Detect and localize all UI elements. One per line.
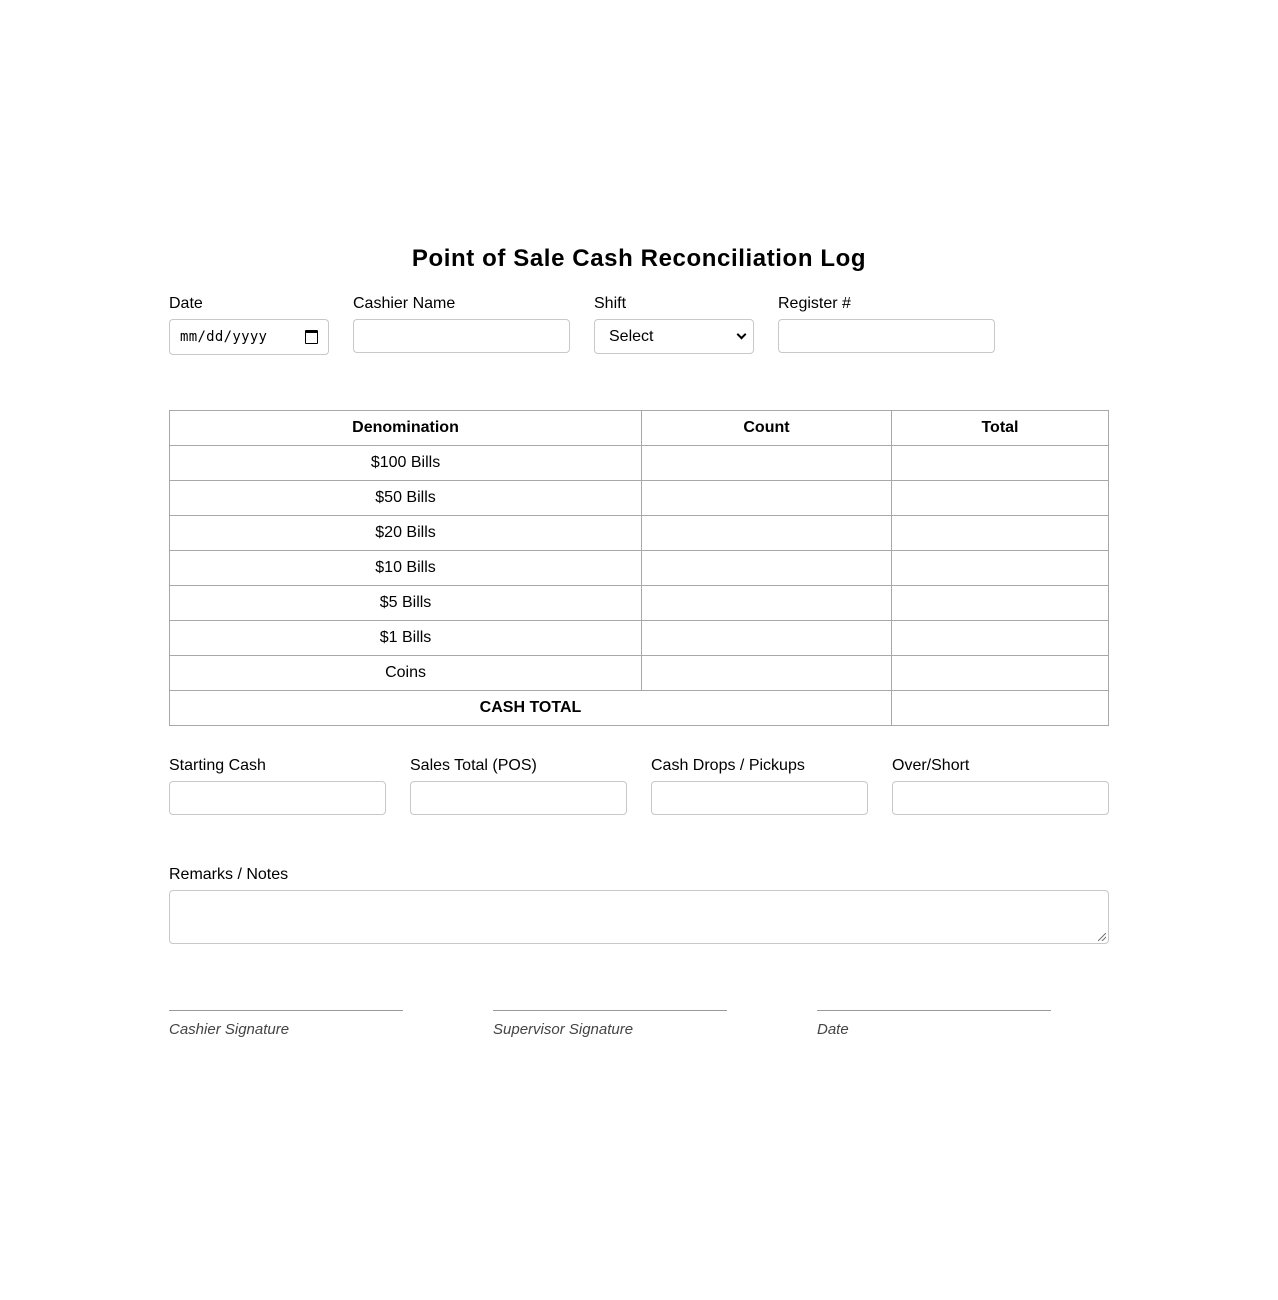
table-row xyxy=(170,446,1109,481)
chevron-down-icon xyxy=(737,330,747,340)
table-header-row xyxy=(170,411,1109,446)
cash-drops-field xyxy=(651,757,868,815)
denomination-cell: $50 Bills xyxy=(170,481,642,516)
cashier-signature xyxy=(169,1010,403,1039)
date-field xyxy=(169,295,329,355)
total-cell[interactable] xyxy=(891,516,1108,551)
date-placeholder: mm/dd/yyyy xyxy=(180,329,268,345)
signature-line xyxy=(169,1010,403,1011)
signature-label: Date xyxy=(817,1021,849,1038)
shift-selected-value: Select xyxy=(609,327,654,345)
date-input[interactable] xyxy=(169,319,329,355)
table-row xyxy=(170,551,1109,586)
denomination-cell: $20 Bills xyxy=(170,516,642,551)
remarks-section xyxy=(169,866,1109,944)
total-cell[interactable] xyxy=(891,656,1108,691)
denomination-cell: $10 Bills xyxy=(170,551,642,586)
cash-total-cell[interactable] xyxy=(891,691,1108,726)
reconciliation-form xyxy=(169,240,1109,1039)
denomination-table xyxy=(169,410,1109,726)
cashier-name-input[interactable] xyxy=(353,319,570,353)
table-row xyxy=(170,656,1109,691)
signature-date xyxy=(817,1010,1051,1039)
count-cell[interactable] xyxy=(642,656,892,691)
total-cell[interactable] xyxy=(891,586,1108,621)
table-row xyxy=(170,481,1109,516)
count-cell[interactable] xyxy=(642,481,892,516)
starting-cash-input[interactable] xyxy=(169,781,386,815)
shift-field xyxy=(594,295,754,355)
sales-total-field xyxy=(410,757,627,815)
shift-label: Shift xyxy=(594,295,627,312)
summary-fields xyxy=(169,757,1109,815)
shift-select[interactable] xyxy=(594,319,754,354)
header-total: Total xyxy=(891,411,1108,446)
header-count: Count xyxy=(642,411,892,446)
resize-handle-icon[interactable] xyxy=(1098,933,1106,941)
register-input[interactable] xyxy=(778,319,995,353)
cashier-name-label: Cashier Name xyxy=(353,295,456,312)
sales-total-label: Sales Total (POS) xyxy=(410,757,537,774)
table-row xyxy=(170,516,1109,551)
page-title: Point of Sale Cash Reconciliation Log xyxy=(411,245,867,272)
cash-total-label: CASH TOTAL xyxy=(170,691,892,726)
table-row xyxy=(170,586,1109,621)
total-cell[interactable] xyxy=(891,551,1108,586)
count-cell[interactable] xyxy=(642,551,892,586)
count-cell[interactable] xyxy=(642,621,892,656)
table-row xyxy=(170,621,1109,656)
denomination-cell: Coins xyxy=(170,656,642,691)
signature-line xyxy=(817,1010,1051,1011)
over-short-field xyxy=(892,757,1109,815)
signature-line xyxy=(493,1010,727,1011)
denomination-cell: $1 Bills xyxy=(170,621,642,656)
cash-total-row xyxy=(170,691,1109,726)
supervisor-signature xyxy=(493,1010,727,1039)
total-cell[interactable] xyxy=(891,621,1108,656)
denomination-cell: $100 Bills xyxy=(170,446,642,481)
sales-total-input[interactable] xyxy=(410,781,627,815)
cashier-name-field xyxy=(353,295,570,355)
over-short-label: Over/Short xyxy=(892,757,970,774)
starting-cash-label: Starting Cash xyxy=(169,757,266,774)
denomination-cell: $5 Bills xyxy=(170,586,642,621)
total-cell[interactable] xyxy=(891,481,1108,516)
remarks-textarea[interactable] xyxy=(169,890,1109,944)
date-label: Date xyxy=(169,295,203,312)
over-short-input[interactable] xyxy=(892,781,1109,815)
calendar-icon[interactable] xyxy=(305,330,318,344)
count-cell[interactable] xyxy=(642,516,892,551)
header-denomination: Denomination xyxy=(170,411,642,446)
register-label: Register # xyxy=(778,295,851,312)
cash-drops-label: Cash Drops / Pickups xyxy=(651,757,805,774)
signature-label: Cashier Signature xyxy=(169,1021,290,1038)
signature-label: Supervisor Signature xyxy=(493,1021,634,1038)
signature-section xyxy=(169,1010,1109,1039)
count-cell[interactable] xyxy=(642,586,892,621)
register-field xyxy=(778,295,995,355)
header-fields xyxy=(169,295,1109,355)
starting-cash-field xyxy=(169,757,386,815)
remarks-label: Remarks / Notes xyxy=(169,866,289,883)
total-cell[interactable] xyxy=(891,446,1108,481)
count-cell[interactable] xyxy=(642,446,892,481)
cash-drops-input[interactable] xyxy=(651,781,868,815)
